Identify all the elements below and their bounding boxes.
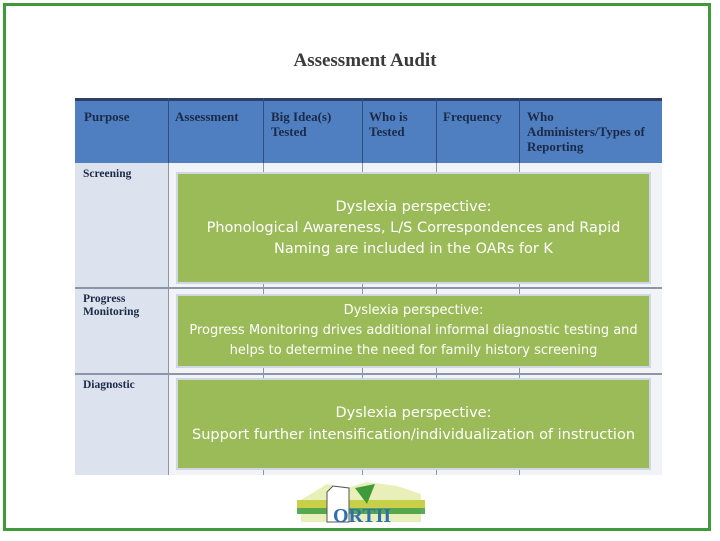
- logo-wordmark: ORTII: [333, 505, 392, 527]
- header-who-is-tested: Who is Tested: [369, 109, 408, 139]
- callout-body: Phonological Awareness, L/S Correspondences and Rapid Naming are included in the OARs for K: [206, 219, 621, 257]
- ortii-logo-graphic: [297, 478, 425, 536]
- row-divider: [75, 373, 662, 375]
- row-label-screening: Screening: [83, 168, 132, 180]
- header-who-administers: Who Administers/Types of Reporting: [527, 109, 645, 154]
- purpose-column: [75, 163, 168, 475]
- page-title: Assessment Audit: [293, 50, 437, 71]
- callout-heading: Dyslexia perspective:: [343, 303, 484, 318]
- header-divider: [263, 98, 264, 163]
- callout-heading: Dyslexia perspective:: [335, 198, 492, 215]
- header-frequency: Frequency: [443, 109, 502, 124]
- header-assessment: Assessment: [175, 109, 239, 124]
- header-divider: [168, 98, 169, 163]
- callout-heading: Dyslexia perspective:: [335, 405, 492, 421]
- callout-screening: [176, 172, 651, 284]
- header-big-ideas: Big Idea(s) Tested: [271, 109, 332, 139]
- header-divider: [362, 98, 363, 163]
- callout-body: Support further intensification/individualization of instruction: [191, 427, 636, 443]
- header-purpose: Purpose: [84, 109, 130, 124]
- row-divider: [75, 287, 662, 289]
- table-header-row: [75, 98, 662, 163]
- callout-progress-monitoring: [176, 294, 651, 368]
- header-divider: [519, 98, 520, 163]
- header-divider: [436, 98, 437, 163]
- ortii-logo: [297, 478, 425, 536]
- row-label-progress-monitoring: Progress Monitoring: [83, 293, 140, 318]
- callout-diagnostic: [176, 378, 651, 470]
- callout-body: Progress Monitoring drives additional informal diagnostic testing and helps to determine the need for family history screening: [189, 323, 638, 358]
- row-label-diagnostic: Diagnostic: [83, 379, 135, 391]
